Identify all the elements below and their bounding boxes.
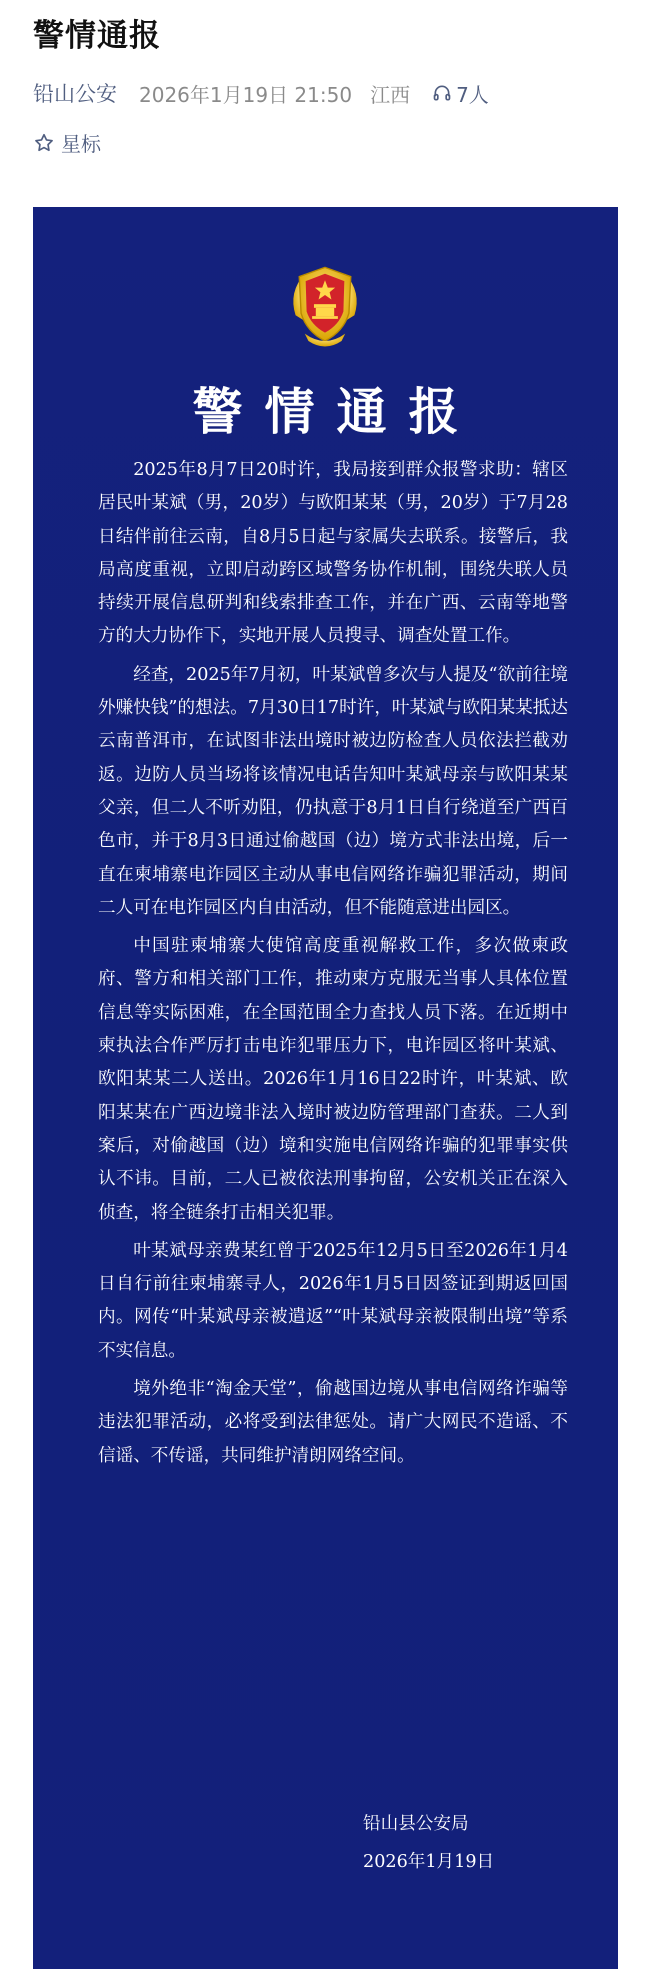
notice-body bbox=[98, 454, 568, 1478]
signature-date: 2026年1月19日 bbox=[363, 1852, 495, 1872]
notice-paragraph: 经查，2025年7月初，叶某斌曾多次与人提及“欲前往境外赚快钱”的想法。7月30日17时许，叶某斌与欧阳某某抵达云南普洱市，在试图非法出境时被边防检查人员依法拦截劝返。边防人员当场将该情况电话告知叶某斌母亲与欧阳某某父亲，但二人不听劝阻，仍执意于8月1日自行绕道至广西百色市，并于8月3日通过偷越国（边）境方式非法出境，后一直在柬埔寨电诈园区主动从事电信网络诈骗犯罪活动，期间二人可在电诈园区内自由活动，但不能随意进出园区。 bbox=[98, 664, 568, 918]
publish-date: 2026年1月19日 21:50 bbox=[139, 82, 353, 107]
star-outline-icon bbox=[33, 132, 55, 154]
listener-count: 7人 bbox=[456, 82, 489, 107]
star-button[interactable] bbox=[33, 128, 101, 157]
police-notice-poster bbox=[33, 207, 618, 1969]
signature-org: 铅山县公安局 bbox=[363, 1814, 469, 1834]
listen-button[interactable] bbox=[432, 79, 489, 108]
poster-title: 警情通报 bbox=[192, 382, 481, 441]
police-emblem-icon bbox=[279, 260, 371, 352]
author-link[interactable]: 铅山公安 bbox=[33, 82, 117, 106]
notice-paragraph: 2025年8月7日20时许，我局接到群众报警求助：辖区居民叶某斌（男，20岁）与欧阳某某（男，20岁）于7月28日结伴前往云南，自8月5日起与家属失去联系。接警后，我局高度重视，立即启动跨区域警务协作机制，围绕失联人员持续开展信息研判和线索排查工作，并在广西、云南等地警方的大力协作下，实地开展人员搜寻、调查处置工作。 bbox=[98, 460, 568, 647]
article-meta bbox=[33, 78, 489, 108]
notice-paragraph: 境外绝非“淘金天堂”，偷越国边境从事电信网络诈骗等违法犯罪活动，必将受到法律惩处。请广大网民不造谣、不信谣、不传谣，共同维护清朗网络空间。 bbox=[98, 1379, 568, 1466]
region-label: 江西 bbox=[370, 82, 411, 107]
star-label: 星标 bbox=[61, 132, 101, 156]
article-title: 警情通报 bbox=[33, 18, 161, 54]
notice-paragraph: 中国驻柬埔寨大使馆高度重视解救工作，多次做柬政府、警方和相关部门工作，推动柬方克服无当事人具体位置信息等实际困难，在全国范围全力查找人员下落。在近期中柬执法合作严厉打击电诈犯罪压力下，电诈园区将叶某斌、欧阳某某二人送出。2026年1月16日22时许，叶某斌、欧阳某某在广西边境非法入境时被边防管理部门查获。二人到案后，对偷越国（边）境和实施电信网络诈骗的犯罪事实供认不讳。目前，二人已被依法刑事拘留，公安机关正在深入侦查，将全链条打击相关犯罪。 bbox=[98, 936, 568, 1223]
headphones-icon bbox=[432, 83, 452, 103]
notice-paragraph: 叶某斌母亲费某红曾于2025年12月5日至2026年1月4日自行前往柬埔寨寻人，2026年1月5日因签证到期返回国内。网传“叶某斌母亲被遣返”“叶某斌母亲被限制出境”等系不实信息。 bbox=[98, 1240, 568, 1361]
